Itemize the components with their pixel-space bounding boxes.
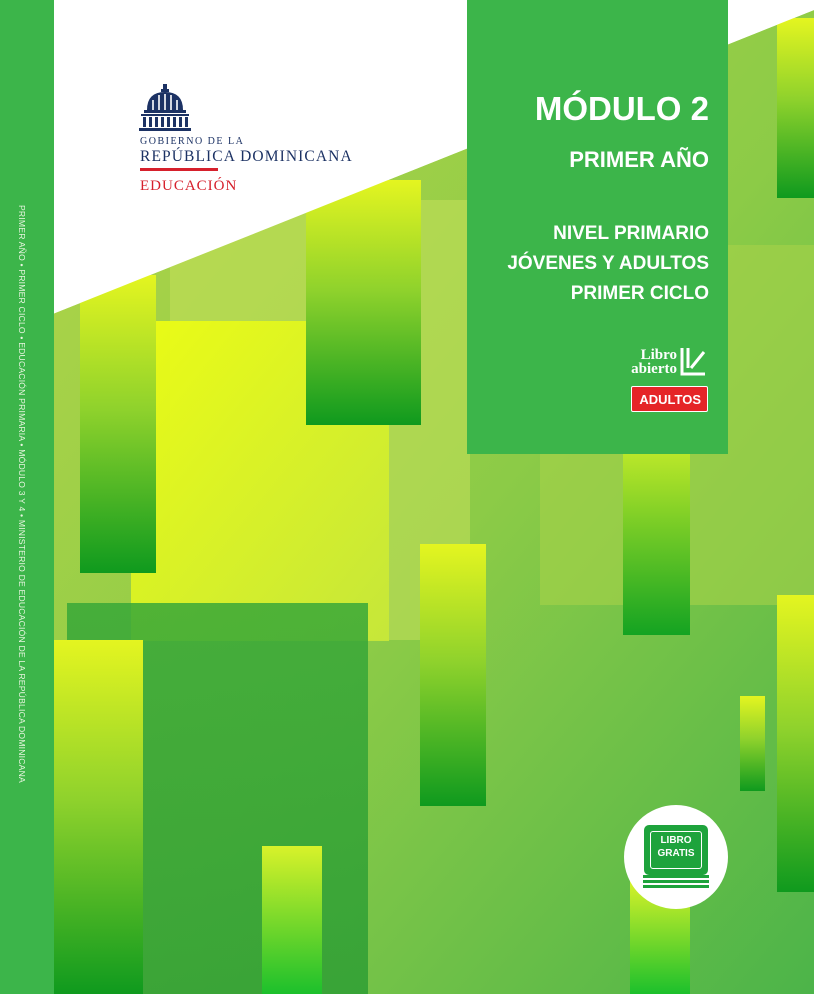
bar-shape [54, 640, 143, 994]
year-title: PRIMER AÑO [569, 147, 709, 172]
adultos-badge: ADULTOS [631, 386, 708, 412]
logo-red-rule [140, 168, 218, 171]
bar-shape [777, 18, 814, 198]
badge-underline [643, 885, 709, 888]
libro-abierto-word: abierto [631, 361, 677, 377]
logo-line-educacion: EDUCACIÓN [140, 178, 238, 194]
bar-shape [740, 696, 765, 791]
national-palace-dome-icon [139, 84, 191, 134]
libro-gratis-badge [624, 805, 728, 909]
badge-underline [643, 880, 709, 883]
bar-shape [306, 180, 421, 425]
bar-shape [623, 440, 690, 635]
logo-line-gobierno: GOBIERNO DE LA [140, 136, 245, 147]
book-spine [0, 0, 54, 994]
free-book-stamp-icon [644, 825, 708, 875]
bar-shape [80, 275, 156, 573]
bar-shape [420, 544, 486, 806]
badge-text-libro: LIBRO [660, 835, 692, 846]
open-book-logo-icon [679, 346, 707, 376]
level-line: JÓVENES Y ADULTOS [507, 253, 709, 274]
module-title: MÓDULO 2 [534, 90, 709, 127]
libro-abierto-word: Libro [640, 347, 677, 363]
badge-text-gratis: GRATIS [657, 848, 695, 859]
bar-shape [262, 846, 322, 994]
spine-text: PRIMER AÑO • PRIMER CICLO • EDUCACIÓN PRIMARIA • MÓDULO 3 Y 4 • MINISTERIO DE EDUCACIÓN DE LA REPÚBLICA DOMINICANA [17, 205, 27, 783]
libro-abierto-logo [617, 346, 707, 380]
bar-shape [777, 595, 814, 892]
title-panel [467, 0, 728, 454]
level-line: NIVEL PRIMARIO [553, 223, 709, 244]
logo-line-republica: REPÚBLICA DOMINICANA [140, 148, 353, 165]
badge-underline [643, 875, 709, 878]
level-line: PRIMER CICLO [570, 283, 709, 304]
